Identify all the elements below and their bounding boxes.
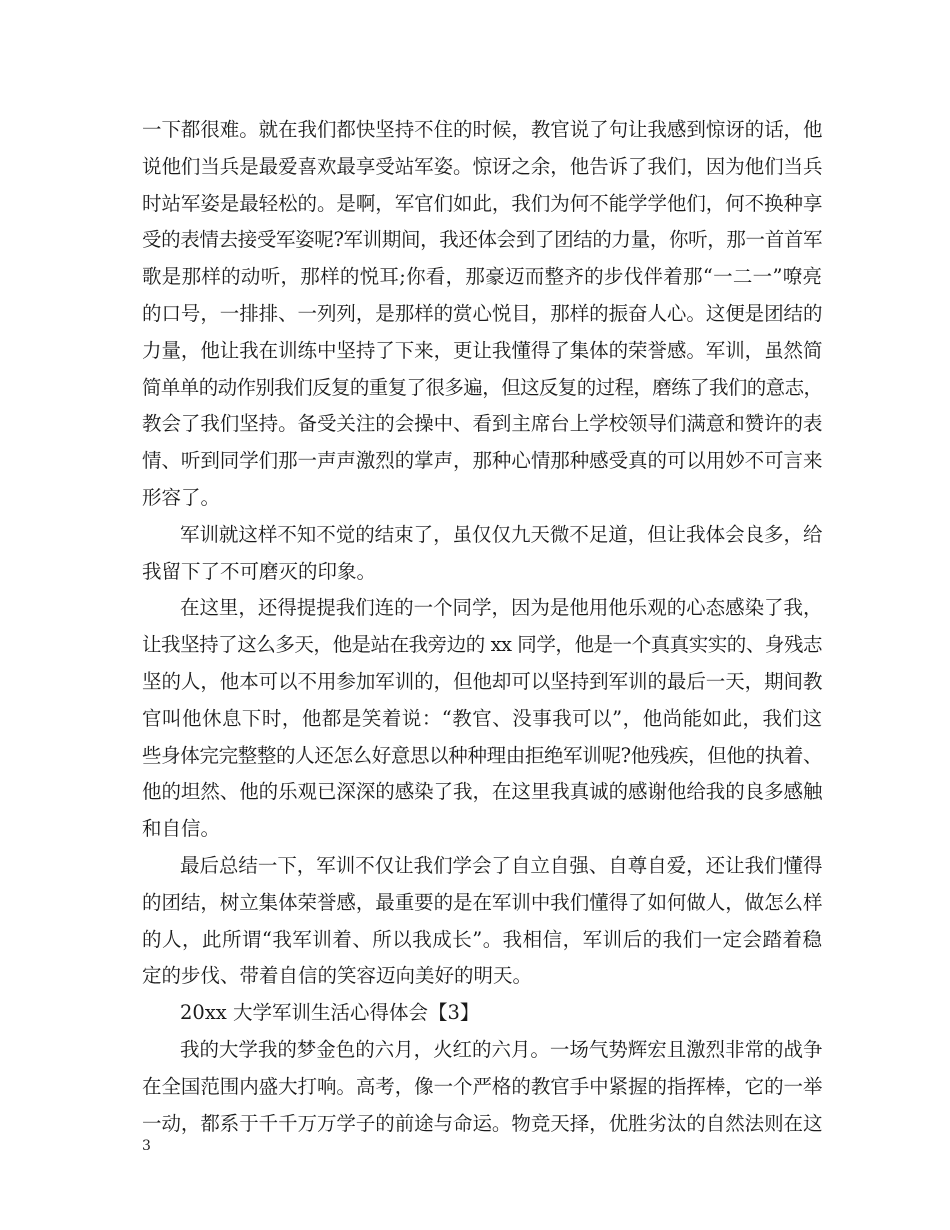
text-line: 和自信。	[142, 817, 221, 841]
text-line: 些身体完完整整的人还怎么好意思以种种理由拒绝军训呢?他残疾，但他的执着、	[142, 743, 822, 767]
text-line: 的口号，一排排、一列列，是那样的赏心悦目，那样的振奋人心。这便是团结的	[142, 301, 822, 325]
text-line: 歌是那样的动听，那样的悦耳;你看，那豪迈而整齐的步伐伴着那“一二一”嘹亮	[142, 265, 822, 289]
text-line: 最后总结一下，军训不仅让我们学会了自立自强、自尊自爱，还让我们懂得	[180, 853, 822, 877]
text-line: 的人，此所谓“我军训着、所以我成长”。我相信，军训后的我们一定会踏着稳	[142, 927, 822, 951]
text-line: 我的大学我的梦金色的六月，火红的六月。一场气势辉宏且激烈非常的战争	[180, 1037, 822, 1061]
text-line: 力量，他让我在训练中坚持了下来，更让我懂得了集体的荣誉感。军训，虽然简	[142, 338, 822, 362]
text-line: 说他们当兵是最爱喜欢最享受站军姿。惊讶之余，他告诉了我们，因为他们当兵	[142, 154, 822, 178]
text-line: 军训就这样不知不觉的结束了，虽仅仅九天微不足道，但让我体会良多，给	[180, 522, 822, 546]
text-line: 受的表情去接受军姿呢?军训期间，我还体会到了团结的力量，你听，那一首首军	[142, 228, 822, 252]
text-line: 形容了。	[142, 485, 221, 509]
text-line: 官叫他休息下时，他都是笑着说：“教官、没事我可以”，他尚能如此，我们这	[142, 706, 822, 730]
text-line: 坚的人，他本可以不用参加军训的，但他却可以坚持到军训的最后一天，期间教	[142, 669, 822, 693]
text-line: 我留下了不可磨灭的印象。	[142, 559, 377, 583]
text-line: 他的坦然、他的乐观已深深的感染了我，在这里我真诚的感谢他给我的良多感触	[142, 780, 822, 804]
body-text	[142, 112, 822, 1142]
text-line: 在全国范围内盛大打响。高考，像一个严格的教官手中紧握的指挥棒，它的一举	[142, 1074, 822, 1098]
text-line: 一动，都系于千千万万学子的前途与命运。物竞天择，优胜劣汰的自然法则在这	[142, 1111, 822, 1135]
text-line: 简单单的动作别我们反复的重复了很多遍，但这反复的过程，磨练了我们的意志，	[142, 375, 822, 399]
text-line: 教会了我们坚持。备受关注的会操中、看到主席台上学校领导们满意和赞许的表	[142, 412, 822, 436]
text-line: 的团结，树立集体荣誉感，最重要的是在军训中我们懂得了如何做人，做怎么样	[142, 890, 822, 914]
text-line: 在这里，还得提提我们连的一个同学，因为是他用他乐观的心态感染了我，	[180, 596, 822, 620]
text-line: 20xx 大学军训生活心得体会【3】	[180, 1001, 480, 1025]
text-line: 情、听到同学们那一声声激烈的掌声，那种心情那种感受真的可以用妙不可言来	[142, 449, 822, 473]
text-line: 一下都很难。就在我们都快坚持不住的时候，教官说了句让我感到惊讶的话，他	[142, 118, 822, 141]
page-number: 3	[142, 1138, 151, 1154]
text-line: 定的步伐、带着自信的笑容迈向美好的明天。	[142, 964, 533, 988]
text-line: 时站军姿是最轻松的。是啊，军官们如此，我们为何不能学学他们，何不换种享	[142, 191, 822, 215]
text-line: 让我坚持了这么多天，他是站在我旁边的 xx 同学，他是一个真真实实的、身残志	[142, 633, 822, 657]
